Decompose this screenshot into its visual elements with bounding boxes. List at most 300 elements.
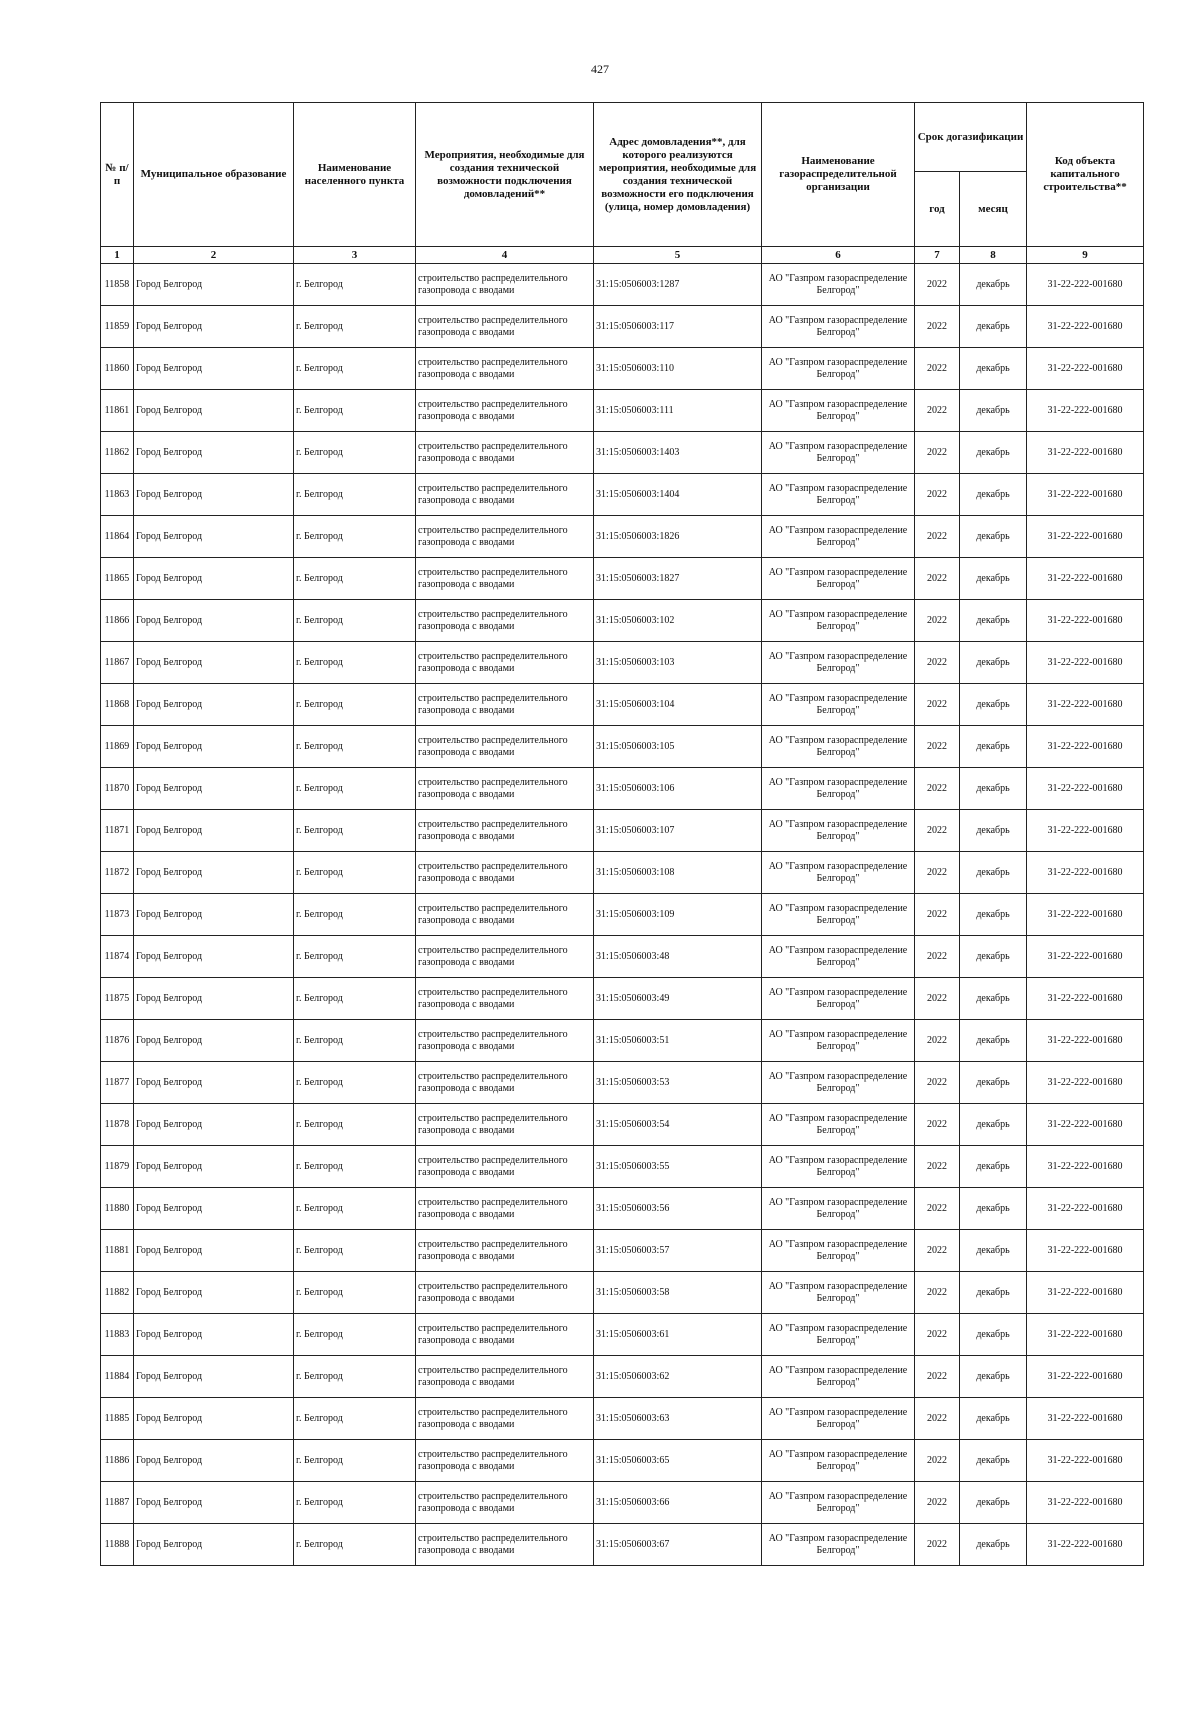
gas-org-cell: АО "Газпром газораспределение Белгород" [762, 1356, 915, 1398]
row-number: 11879 [101, 1146, 134, 1188]
header-num: № п/п [101, 103, 134, 247]
gas-org-cell: АО "Газпром газораспределение Белгород" [762, 1230, 915, 1272]
settlement-cell: г. Белгород [294, 1482, 416, 1524]
municipality-cell: Город Белгород [134, 264, 294, 306]
header-gas-org: Наименование газораспределительной организации [762, 103, 915, 247]
measure-cell: строительство распределительного газопровода с вводами [416, 1104, 594, 1146]
municipality-cell: Город Белгород [134, 348, 294, 390]
month-cell: декабрь [960, 1314, 1027, 1356]
row-number: 11880 [101, 1188, 134, 1230]
month-cell: декабрь [960, 348, 1027, 390]
year-cell: 2022 [915, 516, 960, 558]
settlement-cell: г. Белгород [294, 1146, 416, 1188]
month-cell: декабрь [960, 1440, 1027, 1482]
month-cell: декабрь [960, 1524, 1027, 1566]
address-cell: 31:15:0506003:107 [594, 810, 762, 852]
address-cell: 31:15:0506003:1404 [594, 474, 762, 516]
measure-cell: строительство распределительного газопровода с вводами [416, 1314, 594, 1356]
address-cell: 31:15:0506003:1403 [594, 432, 762, 474]
object-code-cell: 31-22-222-001680 [1027, 684, 1144, 726]
object-code-cell: 31-22-222-001680 [1027, 1104, 1144, 1146]
gas-org-cell: АО "Газпром газораспределение Белгород" [762, 1062, 915, 1104]
address-cell: 31:15:0506003:1826 [594, 516, 762, 558]
year-cell: 2022 [915, 1020, 960, 1062]
month-cell: декабрь [960, 390, 1027, 432]
table-row [101, 348, 1144, 390]
object-code-cell: 31-22-222-001680 [1027, 894, 1144, 936]
year-cell: 2022 [915, 1356, 960, 1398]
table-row [101, 642, 1144, 684]
table-row [101, 474, 1144, 516]
month-cell: декабрь [960, 432, 1027, 474]
measure-cell: строительство распределительного газопровода с вводами [416, 1482, 594, 1524]
address-cell: 31:15:0506003:55 [594, 1146, 762, 1188]
settlement-cell: г. Белгород [294, 1062, 416, 1104]
address-cell: 31:15:0506003:57 [594, 1230, 762, 1272]
address-cell: 31:15:0506003:105 [594, 726, 762, 768]
row-number: 11888 [101, 1524, 134, 1566]
gas-org-cell: АО "Газпром газораспределение Белгород" [762, 1146, 915, 1188]
municipality-cell: Город Белгород [134, 852, 294, 894]
year-cell: 2022 [915, 978, 960, 1020]
table-row [101, 1104, 1144, 1146]
object-code-cell: 31-22-222-001680 [1027, 348, 1144, 390]
column-number: 2 [134, 247, 294, 264]
municipality-cell: Город Белгород [134, 1230, 294, 1272]
object-code-cell: 31-22-222-001680 [1027, 306, 1144, 348]
object-code-cell: 31-22-222-001680 [1027, 1524, 1144, 1566]
table-row [101, 390, 1144, 432]
year-cell: 2022 [915, 1230, 960, 1272]
table-row [101, 768, 1144, 810]
year-cell: 2022 [915, 1146, 960, 1188]
address-cell: 31:15:0506003:109 [594, 894, 762, 936]
table-row [101, 1398, 1144, 1440]
object-code-cell: 31-22-222-001680 [1027, 1062, 1144, 1104]
gas-org-cell: АО "Газпром газораспределение Белгород" [762, 936, 915, 978]
table-row [101, 810, 1144, 852]
year-cell: 2022 [915, 432, 960, 474]
settlement-cell: г. Белгород [294, 1020, 416, 1062]
row-number: 11882 [101, 1272, 134, 1314]
gas-org-cell: АО "Газпром газораспределение Белгород" [762, 306, 915, 348]
row-number: 11860 [101, 348, 134, 390]
municipality-cell: Город Белгород [134, 1440, 294, 1482]
table-row [101, 1062, 1144, 1104]
table-body [101, 264, 1144, 1566]
address-cell: 31:15:0506003:56 [594, 1188, 762, 1230]
header-object-code: Код объекта капитального строительства** [1027, 103, 1144, 247]
gas-org-cell: АО "Газпром газораспределение Белгород" [762, 1272, 915, 1314]
gas-org-cell: АО "Газпром газораспределение Белгород" [762, 1482, 915, 1524]
gas-org-cell: АО "Газпром газораспределение Белгород" [762, 264, 915, 306]
gas-org-cell: АО "Газпром газораспределение Белгород" [762, 894, 915, 936]
table-row [101, 600, 1144, 642]
month-cell: декабрь [960, 1146, 1027, 1188]
gas-org-cell: АО "Газпром газораспределение Белгород" [762, 1188, 915, 1230]
settlement-cell: г. Белгород [294, 642, 416, 684]
column-number: 8 [960, 247, 1027, 264]
month-cell: декабрь [960, 1356, 1027, 1398]
address-cell: 31:15:0506003:53 [594, 1062, 762, 1104]
settlement-cell: г. Белгород [294, 1272, 416, 1314]
year-cell: 2022 [915, 936, 960, 978]
table-row [101, 1188, 1144, 1230]
column-number: 1 [101, 247, 134, 264]
month-cell: декабрь [960, 894, 1027, 936]
municipality-cell: Город Белгород [134, 516, 294, 558]
measure-cell: строительство распределительного газопровода с вводами [416, 306, 594, 348]
measure-cell: строительство распределительного газопровода с вводами [416, 1272, 594, 1314]
page-number: 427 [591, 62, 609, 76]
object-code-cell: 31-22-222-001680 [1027, 1146, 1144, 1188]
address-cell: 31:15:0506003:106 [594, 768, 762, 810]
measure-cell: строительство распределительного газопровода с вводами [416, 684, 594, 726]
header-address: Адрес домовладения**, для которого реализуются мероприятия, необходимые для создания технической возможности его подключения (улица, номер домовладения) [594, 103, 762, 247]
object-code-cell: 31-22-222-001680 [1027, 1020, 1144, 1062]
address-cell: 31:15:0506003:49 [594, 978, 762, 1020]
measure-cell: строительство распределительного газопровода с вводами [416, 516, 594, 558]
object-code-cell: 31-22-222-001680 [1027, 810, 1144, 852]
address-cell: 31:15:0506003:102 [594, 600, 762, 642]
object-code-cell: 31-22-222-001680 [1027, 1188, 1144, 1230]
address-cell: 31:15:0506003:103 [594, 642, 762, 684]
address-cell: 31:15:0506003:54 [594, 1104, 762, 1146]
settlement-cell: г. Белгород [294, 768, 416, 810]
year-cell: 2022 [915, 600, 960, 642]
month-cell: декабрь [960, 978, 1027, 1020]
year-cell: 2022 [915, 1188, 960, 1230]
table-row [101, 264, 1144, 306]
address-cell: 31:15:0506003:51 [594, 1020, 762, 1062]
object-code-cell: 31-22-222-001680 [1027, 978, 1144, 1020]
year-cell: 2022 [915, 642, 960, 684]
month-cell: декабрь [960, 1104, 1027, 1146]
table-row [101, 1440, 1144, 1482]
address-cell: 31:15:0506003:62 [594, 1356, 762, 1398]
table-row [101, 1314, 1144, 1356]
measure-cell: строительство распределительного газопровода с вводами [416, 474, 594, 516]
row-number: 11876 [101, 1020, 134, 1062]
year-cell: 2022 [915, 810, 960, 852]
settlement-cell: г. Белгород [294, 852, 416, 894]
table-row [101, 1482, 1144, 1524]
object-code-cell: 31-22-222-001680 [1027, 1314, 1144, 1356]
year-cell: 2022 [915, 1062, 960, 1104]
address-cell: 31:15:0506003:65 [594, 1440, 762, 1482]
settlement-cell: г. Белгород [294, 558, 416, 600]
year-cell: 2022 [915, 684, 960, 726]
object-code-cell: 31-22-222-001680 [1027, 726, 1144, 768]
gas-org-cell: АО "Газпром газораспределение Белгород" [762, 516, 915, 558]
table-row [101, 1020, 1144, 1062]
object-code-cell: 31-22-222-001680 [1027, 852, 1144, 894]
measure-cell: строительство распределительного газопровода с вводами [416, 642, 594, 684]
month-cell: декабрь [960, 1230, 1027, 1272]
table-row [101, 1146, 1144, 1188]
row-number: 11865 [101, 558, 134, 600]
row-number: 11877 [101, 1062, 134, 1104]
year-cell: 2022 [915, 768, 960, 810]
municipality-cell: Город Белгород [134, 1104, 294, 1146]
measure-cell: строительство распределительного газопровода с вводами [416, 264, 594, 306]
year-cell: 2022 [915, 852, 960, 894]
settlement-cell: г. Белгород [294, 894, 416, 936]
municipality-cell: Город Белгород [134, 558, 294, 600]
gas-org-cell: АО "Газпром газораспределение Белгород" [762, 768, 915, 810]
row-number: 11872 [101, 852, 134, 894]
row-number: 11875 [101, 978, 134, 1020]
gas-org-cell: АО "Газпром газораспределение Белгород" [762, 1020, 915, 1062]
table-row [101, 432, 1144, 474]
month-cell: декабрь [960, 558, 1027, 600]
address-cell: 31:15:0506003:1287 [594, 264, 762, 306]
row-number: 11862 [101, 432, 134, 474]
table-row [101, 936, 1144, 978]
year-cell: 2022 [915, 726, 960, 768]
object-code-cell: 31-22-222-001680 [1027, 936, 1144, 978]
municipality-cell: Город Белгород [134, 1146, 294, 1188]
municipality-cell: Город Белгород [134, 390, 294, 432]
municipality-cell: Город Белгород [134, 1482, 294, 1524]
address-cell: 31:15:0506003:58 [594, 1272, 762, 1314]
column-number: 4 [416, 247, 594, 264]
settlement-cell: г. Белгород [294, 1524, 416, 1566]
municipality-cell: Город Белгород [134, 1524, 294, 1566]
address-cell: 31:15:0506003:67 [594, 1524, 762, 1566]
object-code-cell: 31-22-222-001680 [1027, 474, 1144, 516]
month-cell: декабрь [960, 684, 1027, 726]
column-numbers-row [101, 247, 1144, 264]
year-cell: 2022 [915, 1440, 960, 1482]
object-code-cell: 31-22-222-001680 [1027, 264, 1144, 306]
table-row [101, 558, 1144, 600]
gas-org-cell: АО "Газпром газораспределение Белгород" [762, 810, 915, 852]
month-cell: декабрь [960, 642, 1027, 684]
measure-cell: строительство распределительного газопровода с вводами [416, 894, 594, 936]
municipality-cell: Город Белгород [134, 936, 294, 978]
settlement-cell: г. Белгород [294, 516, 416, 558]
month-cell: декабрь [960, 306, 1027, 348]
table-row [101, 1356, 1144, 1398]
municipality-cell: Город Белгород [134, 810, 294, 852]
measure-cell: строительство распределительного газопровода с вводами [416, 768, 594, 810]
settlement-cell: г. Белгород [294, 1104, 416, 1146]
gas-org-cell: АО "Газпром газораспределение Белгород" [762, 642, 915, 684]
row-number: 11871 [101, 810, 134, 852]
month-cell: декабрь [960, 600, 1027, 642]
year-cell: 2022 [915, 1314, 960, 1356]
settlement-cell: г. Белгород [294, 1398, 416, 1440]
object-code-cell: 31-22-222-001680 [1027, 432, 1144, 474]
municipality-cell: Город Белгород [134, 1314, 294, 1356]
settlement-cell: г. Белгород [294, 348, 416, 390]
municipality-cell: Город Белгород [134, 894, 294, 936]
header-measures: Мероприятия, необходимые для создания технической возможности подключения домовладений** [416, 103, 594, 247]
row-number: 11870 [101, 768, 134, 810]
month-cell: декабрь [960, 768, 1027, 810]
row-number: 11873 [101, 894, 134, 936]
year-cell: 2022 [915, 348, 960, 390]
object-code-cell: 31-22-222-001680 [1027, 390, 1144, 432]
measure-cell: строительство распределительного газопровода с вводами [416, 726, 594, 768]
settlement-cell: г. Белгород [294, 1314, 416, 1356]
month-cell: декабрь [960, 726, 1027, 768]
measure-cell: строительство распределительного газопровода с вводами [416, 432, 594, 474]
settlement-cell: г. Белгород [294, 432, 416, 474]
month-cell: декабрь [960, 264, 1027, 306]
measure-cell: строительство распределительного газопровода с вводами [416, 810, 594, 852]
object-code-cell: 31-22-222-001680 [1027, 516, 1144, 558]
municipality-cell: Город Белгород [134, 978, 294, 1020]
table-row [101, 978, 1144, 1020]
month-cell: декабрь [960, 1272, 1027, 1314]
address-cell: 31:15:0506003:110 [594, 348, 762, 390]
month-cell: декабрь [960, 1020, 1027, 1062]
settlement-cell: г. Белгород [294, 978, 416, 1020]
row-number: 11859 [101, 306, 134, 348]
measure-cell: строительство распределительного газопровода с вводами [416, 348, 594, 390]
table-row [101, 726, 1144, 768]
municipality-cell: Город Белгород [134, 642, 294, 684]
address-cell: 31:15:0506003:48 [594, 936, 762, 978]
gas-org-cell: АО "Газпром газораспределение Белгород" [762, 1314, 915, 1356]
row-number: 11874 [101, 936, 134, 978]
municipality-cell: Город Белгород [134, 1188, 294, 1230]
municipality-cell: Город Белгород [134, 1398, 294, 1440]
table-row [101, 1230, 1144, 1272]
gas-org-cell: АО "Газпром газораспределение Белгород" [762, 474, 915, 516]
column-number: 3 [294, 247, 416, 264]
year-cell: 2022 [915, 894, 960, 936]
header-municipality: Муниципальное образование [134, 103, 294, 247]
measure-cell: строительство распределительного газопровода с вводами [416, 1230, 594, 1272]
table-row [101, 306, 1144, 348]
measure-cell: строительство распределительного газопровода с вводами [416, 1062, 594, 1104]
settlement-cell: г. Белгород [294, 306, 416, 348]
row-number: 11885 [101, 1398, 134, 1440]
gas-org-cell: АО "Газпром газораспределение Белгород" [762, 1440, 915, 1482]
measure-cell: строительство распределительного газопровода с вводами [416, 390, 594, 432]
year-cell: 2022 [915, 1398, 960, 1440]
month-cell: декабрь [960, 852, 1027, 894]
gas-org-cell: АО "Газпром газораспределение Белгород" [762, 558, 915, 600]
object-code-cell: 31-22-222-001680 [1027, 558, 1144, 600]
measure-cell: строительство распределительного газопровода с вводами [416, 600, 594, 642]
address-cell: 31:15:0506003:61 [594, 1314, 762, 1356]
measure-cell: строительство распределительного газопровода с вводами [416, 1440, 594, 1482]
row-number: 11887 [101, 1482, 134, 1524]
address-cell: 31:15:0506003:108 [594, 852, 762, 894]
row-number: 11866 [101, 600, 134, 642]
year-cell: 2022 [915, 1482, 960, 1524]
year-cell: 2022 [915, 306, 960, 348]
table-row [101, 852, 1144, 894]
address-cell: 31:15:0506003:63 [594, 1398, 762, 1440]
measure-cell: строительство распределительного газопровода с вводами [416, 1356, 594, 1398]
header-settlement: Наименование населенного пункта [294, 103, 416, 247]
measure-cell: строительство распределительного газопровода с вводами [416, 1524, 594, 1566]
header-month: месяц [960, 172, 1027, 247]
address-cell: 31:15:0506003:1827 [594, 558, 762, 600]
row-number: 11861 [101, 390, 134, 432]
settlement-cell: г. Белгород [294, 936, 416, 978]
address-cell: 31:15:0506003:66 [594, 1482, 762, 1524]
address-cell: 31:15:0506003:104 [594, 684, 762, 726]
row-number: 11858 [101, 264, 134, 306]
object-code-cell: 31-22-222-001680 [1027, 600, 1144, 642]
settlement-cell: г. Белгород [294, 1356, 416, 1398]
table-row [101, 894, 1144, 936]
measure-cell: строительство распределительного газопровода с вводами [416, 1188, 594, 1230]
table-row [101, 516, 1144, 558]
month-cell: декабрь [960, 474, 1027, 516]
year-cell: 2022 [915, 474, 960, 516]
gasification-table [100, 102, 1144, 1566]
municipality-cell: Город Белгород [134, 306, 294, 348]
year-cell: 2022 [915, 558, 960, 600]
measure-cell: строительство распределительного газопровода с вводами [416, 558, 594, 600]
row-number: 11868 [101, 684, 134, 726]
settlement-cell: г. Белгород [294, 264, 416, 306]
gas-org-cell: АО "Газпром газораспределение Белгород" [762, 978, 915, 1020]
municipality-cell: Город Белгород [134, 1356, 294, 1398]
address-cell: 31:15:0506003:111 [594, 390, 762, 432]
column-number: 7 [915, 247, 960, 264]
year-cell: 2022 [915, 264, 960, 306]
measure-cell: строительство распределительного газопровода с вводами [416, 1020, 594, 1062]
table-row [101, 684, 1144, 726]
object-code-cell: 31-22-222-001680 [1027, 1356, 1144, 1398]
year-cell: 2022 [915, 1104, 960, 1146]
header-year: год [915, 172, 960, 247]
object-code-cell: 31-22-222-001680 [1027, 1398, 1144, 1440]
month-cell: декабрь [960, 1482, 1027, 1524]
measure-cell: строительство распределительного газопровода с вводами [416, 1146, 594, 1188]
month-cell: декабрь [960, 810, 1027, 852]
gas-org-cell: АО "Газпром газораспределение Белгород" [762, 348, 915, 390]
municipality-cell: Город Белгород [134, 1272, 294, 1314]
settlement-cell: г. Белгород [294, 390, 416, 432]
column-number: 6 [762, 247, 915, 264]
settlement-cell: г. Белгород [294, 1188, 416, 1230]
gas-org-cell: АО "Газпром газораспределение Белгород" [762, 1104, 915, 1146]
month-cell: декабрь [960, 1062, 1027, 1104]
year-cell: 2022 [915, 1524, 960, 1566]
gas-org-cell: АО "Газпром газораспределение Белгород" [762, 432, 915, 474]
gas-org-cell: АО "Газпром газораспределение Белгород" [762, 600, 915, 642]
row-number: 11864 [101, 516, 134, 558]
settlement-cell: г. Белгород [294, 684, 416, 726]
settlement-cell: г. Белгород [294, 726, 416, 768]
municipality-cell: Город Белгород [134, 474, 294, 516]
municipality-cell: Город Белгород [134, 684, 294, 726]
settlement-cell: г. Белгород [294, 1440, 416, 1482]
municipality-cell: Город Белгород [134, 1020, 294, 1062]
municipality-cell: Город Белгород [134, 600, 294, 642]
table-row [101, 1272, 1144, 1314]
municipality-cell: Город Белгород [134, 432, 294, 474]
row-number: 11869 [101, 726, 134, 768]
month-cell: декабрь [960, 936, 1027, 978]
row-number: 11886 [101, 1440, 134, 1482]
header-term: Срок догазификации [915, 103, 1027, 172]
object-code-cell: 31-22-222-001680 [1027, 1272, 1144, 1314]
header-row [101, 103, 1144, 172]
municipality-cell: Город Белгород [134, 726, 294, 768]
table-row [101, 1524, 1144, 1566]
year-cell: 2022 [915, 1272, 960, 1314]
